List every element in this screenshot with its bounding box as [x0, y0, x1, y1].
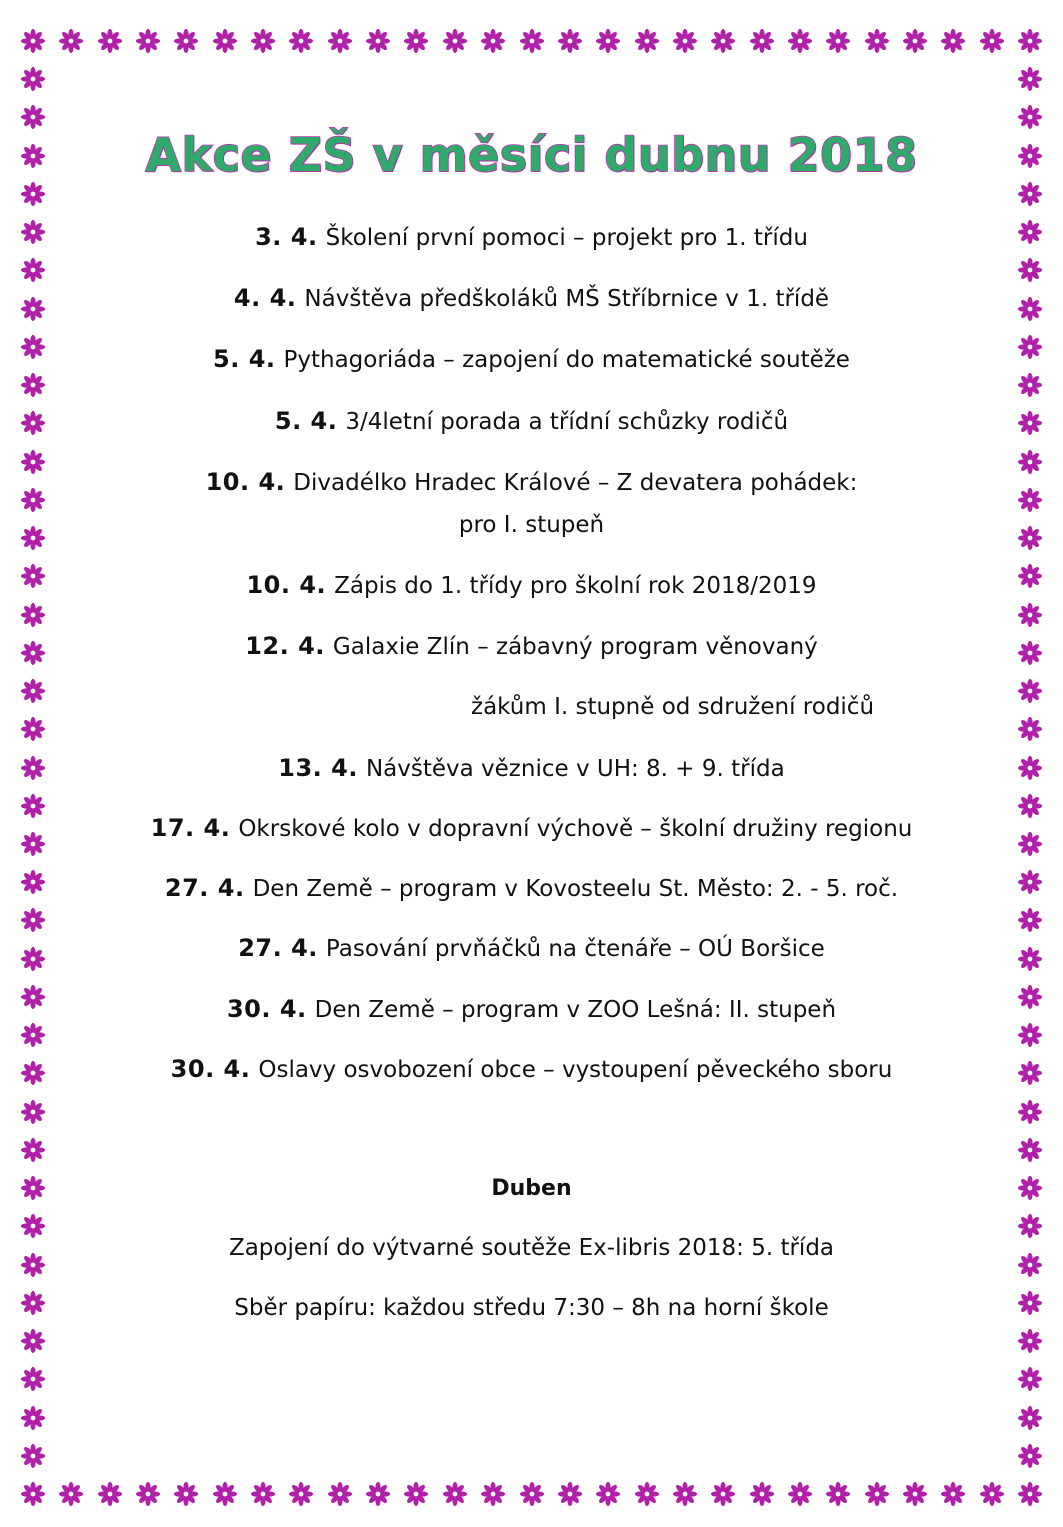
asterisk-flower-icon	[365, 1481, 391, 1507]
event-date: 3. 4.	[255, 223, 318, 251]
asterisk-flower-icon	[20, 28, 46, 54]
event-date: 12. 4.	[245, 632, 325, 660]
asterisk-flower-icon	[519, 28, 545, 54]
asterisk-flower-icon	[1017, 257, 1043, 283]
asterisk-flower-icon	[20, 1022, 46, 1048]
asterisk-flower-icon	[1017, 219, 1043, 245]
asterisk-flower-icon	[1017, 1366, 1043, 1392]
asterisk-flower-icon	[135, 1481, 161, 1507]
event-text: Zápis do 1. třídy pro školní rok 2018/2019	[334, 573, 817, 599]
event-text-continuation: žákům I. stupně od sdružení rodičů	[471, 694, 875, 720]
asterisk-flower-icon	[212, 28, 238, 54]
asterisk-flower-icon	[710, 1481, 736, 1507]
asterisk-flower-icon	[20, 602, 46, 628]
asterisk-flower-icon	[672, 1481, 698, 1507]
asterisk-flower-icon	[20, 946, 46, 972]
asterisk-flower-icon	[1017, 602, 1043, 628]
event-text: Pythagoriáda – zapojení do matematické soutěže	[283, 347, 850, 373]
month-heading: Duben	[491, 1176, 572, 1201]
asterisk-flower-icon	[173, 28, 199, 54]
asterisk-flower-icon	[212, 1481, 238, 1507]
asterisk-flower-icon	[20, 907, 46, 933]
event-text: Den Země – program v ZOO Lešná: II. stupeň	[314, 997, 837, 1023]
asterisk-flower-icon	[20, 1405, 46, 1431]
asterisk-flower-icon	[1017, 487, 1043, 513]
asterisk-flower-icon	[864, 1481, 890, 1507]
asterisk-flower-icon	[97, 28, 123, 54]
asterisk-flower-icon	[20, 334, 46, 360]
asterisk-flower-icon	[1017, 869, 1043, 895]
asterisk-flower-icon	[20, 563, 46, 589]
event-item	[60, 933, 1003, 964]
asterisk-flower-icon	[20, 104, 46, 130]
asterisk-flower-icon	[20, 869, 46, 895]
event-date: 27. 4.	[164, 874, 245, 902]
asterisk-flower-icon	[58, 1481, 84, 1507]
asterisk-flower-icon	[557, 1481, 583, 1507]
asterisk-flower-icon	[20, 1137, 46, 1163]
asterisk-flower-icon	[288, 1481, 314, 1507]
asterisk-flower-icon	[787, 28, 813, 54]
asterisk-flower-icon	[864, 28, 890, 54]
asterisk-flower-icon	[1017, 449, 1043, 475]
asterisk-flower-icon	[20, 372, 46, 398]
event-text: Oslavy osvobození obce – vystoupení pěveckého sboru	[258, 1057, 893, 1083]
asterisk-flower-icon	[940, 1481, 966, 1507]
asterisk-flower-icon	[20, 640, 46, 666]
asterisk-flower-icon	[1017, 1405, 1043, 1431]
asterisk-flower-icon	[20, 716, 46, 742]
asterisk-flower-icon	[595, 1481, 621, 1507]
asterisk-flower-icon	[940, 28, 966, 54]
asterisk-flower-icon	[20, 257, 46, 283]
event-text: Okrskové kolo v dopravní výchově – školní družiny regionu	[238, 816, 913, 842]
asterisk-flower-icon	[20, 1060, 46, 1086]
asterisk-flower-icon	[1017, 1099, 1043, 1125]
asterisk-flower-icon	[135, 28, 161, 54]
event-text: Návštěva věznice v UH: 8. + 9. třída	[365, 756, 785, 782]
asterisk-flower-icon	[1017, 755, 1043, 781]
event-item	[60, 753, 1003, 784]
asterisk-flower-icon	[902, 1481, 928, 1507]
asterisk-flower-icon	[403, 28, 429, 54]
asterisk-flower-icon	[20, 525, 46, 551]
asterisk-flower-icon	[20, 1481, 46, 1507]
asterisk-flower-icon	[1017, 28, 1043, 54]
asterisk-flower-icon	[1017, 984, 1043, 1010]
event-continuation	[60, 692, 1003, 722]
asterisk-flower-icon	[442, 28, 468, 54]
event-item	[60, 631, 1003, 662]
event-date: 5. 4.	[274, 407, 338, 435]
event-date: 13. 4.	[278, 754, 358, 782]
event-text: Školení první pomoci – projekt pro 1. třídu	[325, 225, 808, 251]
event-text: 3/4letní porada a třídní schůzky rodičů	[345, 409, 789, 435]
event-item	[60, 570, 1003, 601]
month-note: Zapojení do výtvarné soutěže Ex-libris 2018: 5. třída	[228, 1235, 835, 1261]
event-date: 30. 4.	[226, 995, 307, 1023]
asterisk-flower-icon	[749, 1481, 775, 1507]
asterisk-flower-icon	[1017, 1481, 1043, 1507]
asterisk-flower-icon	[1017, 1137, 1043, 1163]
event-text: Návštěva předškoláků MŠ Stříbrnice v 1. třídě	[304, 286, 830, 312]
asterisk-flower-icon	[1017, 640, 1043, 666]
asterisk-flower-icon	[97, 1481, 123, 1507]
asterisk-flower-icon	[1017, 410, 1043, 436]
asterisk-flower-icon	[749, 28, 775, 54]
asterisk-flower-icon	[1017, 793, 1043, 819]
asterisk-flower-icon	[20, 66, 46, 92]
event-text: Divadélko Hradec Králové – Z devatera pohádek:	[293, 470, 858, 496]
asterisk-flower-icon	[1017, 334, 1043, 360]
asterisk-flower-icon	[1017, 1060, 1043, 1086]
event-text: Pasování prvňáčků na čtenáře – OÚ Boršice	[325, 936, 825, 962]
asterisk-flower-icon	[20, 410, 46, 436]
asterisk-flower-icon	[1017, 104, 1043, 130]
asterisk-flower-icon	[1017, 372, 1043, 398]
asterisk-flower-icon	[20, 984, 46, 1010]
asterisk-flower-icon	[979, 1481, 1005, 1507]
event-text-continuation: pro I. stupeň	[458, 512, 605, 538]
event-item	[60, 873, 1003, 904]
asterisk-flower-icon	[1017, 1443, 1043, 1469]
asterisk-flower-icon	[20, 1366, 46, 1392]
asterisk-flower-icon	[480, 28, 506, 54]
asterisk-flower-icon	[250, 1481, 276, 1507]
asterisk-flower-icon	[1017, 563, 1043, 589]
asterisk-flower-icon	[20, 755, 46, 781]
event-item	[60, 467, 1003, 498]
asterisk-flower-icon	[20, 219, 46, 245]
asterisk-flower-icon	[327, 1481, 353, 1507]
asterisk-flower-icon	[58, 28, 84, 54]
asterisk-flower-icon	[825, 28, 851, 54]
event-item	[60, 994, 1003, 1025]
event-item	[60, 222, 1003, 253]
asterisk-flower-icon	[672, 28, 698, 54]
asterisk-flower-icon	[1017, 1328, 1043, 1354]
asterisk-flower-icon	[20, 1443, 46, 1469]
asterisk-flower-icon	[1017, 678, 1043, 704]
asterisk-flower-icon	[1017, 946, 1043, 972]
event-item	[60, 344, 1003, 375]
asterisk-flower-icon	[979, 28, 1005, 54]
asterisk-flower-icon	[557, 28, 583, 54]
asterisk-flower-icon	[20, 1099, 46, 1125]
event-date: 27. 4.	[238, 934, 318, 962]
asterisk-flower-icon	[902, 28, 928, 54]
asterisk-flower-icon	[1017, 66, 1043, 92]
event-date: 10. 4.	[205, 468, 286, 496]
asterisk-flower-icon	[480, 1481, 506, 1507]
page-title: Akce ZŠ v měsíci dubnu 2018	[145, 128, 918, 182]
asterisk-flower-icon	[20, 1328, 46, 1354]
event-date: 17. 4.	[150, 814, 231, 842]
asterisk-flower-icon	[634, 28, 660, 54]
asterisk-flower-icon	[20, 487, 46, 513]
asterisk-flower-icon	[1017, 181, 1043, 207]
asterisk-flower-icon	[365, 28, 391, 54]
event-date: 4. 4.	[233, 284, 297, 312]
asterisk-flower-icon	[20, 831, 46, 857]
month-note: Sběr papíru: každou středu 7:30 – 8h na horní škole	[234, 1295, 829, 1321]
asterisk-flower-icon	[327, 28, 353, 54]
asterisk-flower-icon	[1017, 907, 1043, 933]
asterisk-flower-icon	[519, 1481, 545, 1507]
event-continuation	[60, 510, 1003, 540]
asterisk-flower-icon	[20, 793, 46, 819]
event-item	[60, 1054, 1003, 1085]
asterisk-flower-icon	[1017, 296, 1043, 322]
asterisk-flower-icon	[825, 1481, 851, 1507]
asterisk-flower-icon	[403, 1481, 429, 1507]
asterisk-flower-icon	[288, 28, 314, 54]
asterisk-flower-icon	[787, 1481, 813, 1507]
asterisk-flower-icon	[634, 1481, 660, 1507]
asterisk-flower-icon	[1017, 525, 1043, 551]
asterisk-flower-icon	[1017, 1022, 1043, 1048]
event-date: 30. 4.	[170, 1055, 251, 1083]
asterisk-flower-icon	[1017, 831, 1043, 857]
event-text: Den Země – program v Kovosteelu St. Město: 2. - 5. roč.	[252, 876, 899, 902]
asterisk-flower-icon	[442, 1481, 468, 1507]
event-item	[60, 406, 1003, 437]
asterisk-flower-icon	[20, 181, 46, 207]
event-item	[60, 813, 1003, 844]
event-item	[60, 283, 1003, 314]
asterisk-flower-icon	[20, 296, 46, 322]
asterisk-flower-icon	[250, 28, 276, 54]
event-text: Galaxie Zlín – zábavný program věnovaný	[332, 634, 818, 660]
asterisk-flower-icon	[1017, 716, 1043, 742]
event-date: 5. 4.	[213, 345, 276, 373]
asterisk-flower-icon	[595, 28, 621, 54]
asterisk-flower-icon	[710, 28, 736, 54]
event-date: 10. 4.	[246, 571, 327, 599]
asterisk-flower-icon	[20, 678, 46, 704]
asterisk-flower-icon	[20, 449, 46, 475]
asterisk-flower-icon	[173, 1481, 199, 1507]
